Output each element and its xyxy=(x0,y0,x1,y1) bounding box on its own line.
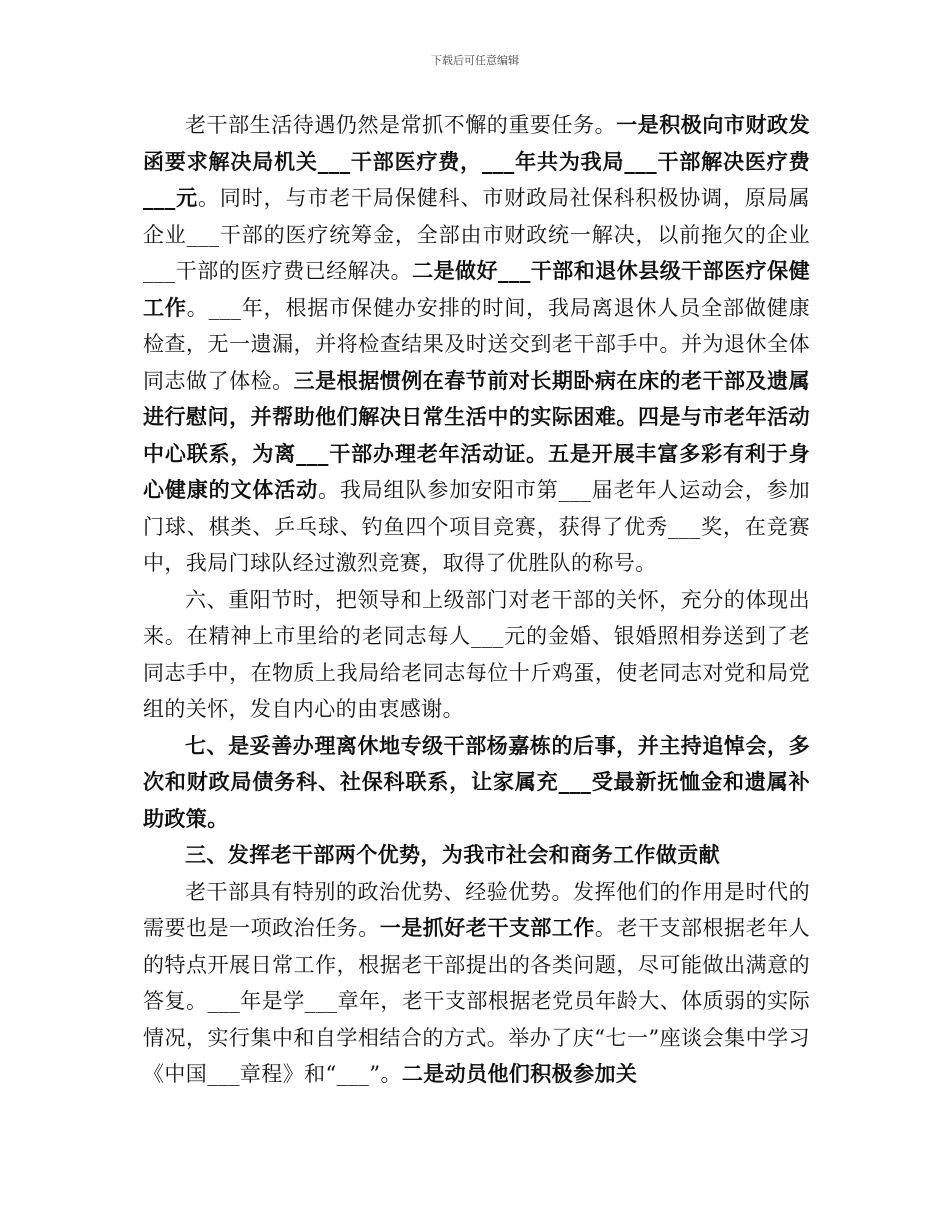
section-heading-text: 三、发挥老干部两个优势，为我市社会和商务工作做贡献 xyxy=(185,842,720,867)
text-run: 六、重阳节时，把领导和上级部门对老干部的关怀，充分的体现出来。在精神上市里给的老同志每人___元的金婚、银婚照相券送到了老同志手中，在物质上我局给老同志每位十斤鸡蛋，使老同志对党和局党组的关怀，发自内心的由衷感谢。 xyxy=(143,587,810,721)
text-run: 老干部生活待遇仍然是常抓不懈的重要任务。 xyxy=(185,113,617,137)
document-body xyxy=(143,107,810,1093)
text-run-bold: 七、是妥善办理离休地专级干部杨嘉栋的后事，并主持追悼会，多次和财政局债务科、社保科联系，让家属充___受最新抚恤金和遗属补助政策。 xyxy=(143,732,810,831)
text-run-bold: 一是抓好老干支部工作 xyxy=(379,915,595,940)
text-run: 。___年，根据市保健办安排的时间，我局离退休人员全部做健康检查，无一遗漏，并将检查结果及时送交到老干部手中。并为退休全体同志做了体检。 xyxy=(143,295,810,393)
text-run: 。我局组队参加安阳市第___届老年人运动会，参加门球、棋类、乒乓球、钓鱼四个项目竞赛，获得了优秀___奖，在竞赛中，我局门球队经过激烈竞赛，取得了优胜队的称号。 xyxy=(143,478,810,575)
text-run-bold: 二是做好___干部和退休县级干部医疗保健工作 xyxy=(143,258,810,320)
text-run-bold: 二是动员他们积极参加关 xyxy=(401,1061,638,1086)
text-run-bold: 三是根据惯例在春节前对长期卧病在床的老干部及遗属进行慰问，并帮助他们解决日常生活中的实际困难。四是与市老年活动中心联系，为离___干部办理老年活动证。五是开展丰富多彩有利于身心健康的文体活动 xyxy=(143,367,810,502)
text-run: 老干部具有特别的政治优势、经验优势。发挥他们的作用是时代的需要也是一项政治任务。 xyxy=(143,879,810,940)
paragraph-advantages xyxy=(143,874,810,1093)
text-run-bold: 一是积极向市财政发函要求解决局机关___干部医疗费，___年共为我局___干部解决医疗费___元 xyxy=(143,112,810,210)
paragraph-retiree-welfare xyxy=(143,107,810,582)
text-run: 。老干支部根据老年人的特点开展日常工作，根据老干部提出的各类问题，尽可能做出满意的答复。___年是学___章年，老干支部根据老党员年龄大、体质弱的实际情况，实行集中和自学相结合的方式。举办了庆“七一”座谈会集中学习《中国___章程》和“___”。 xyxy=(143,916,810,1086)
page-header: 下载后可任意编辑 xyxy=(431,54,519,67)
paragraph-funeral-affairs xyxy=(143,728,810,838)
section-heading xyxy=(143,837,810,874)
paragraph-double-ninth xyxy=(143,582,810,728)
text-run: 。同时，与市老干局保健科、市财政局社保科积极协调，原局属企业___干部的医疗统筹金，全部由市财政统一解决，以前拖欠的企业___干部的医疗费已经解决。 xyxy=(143,186,810,283)
